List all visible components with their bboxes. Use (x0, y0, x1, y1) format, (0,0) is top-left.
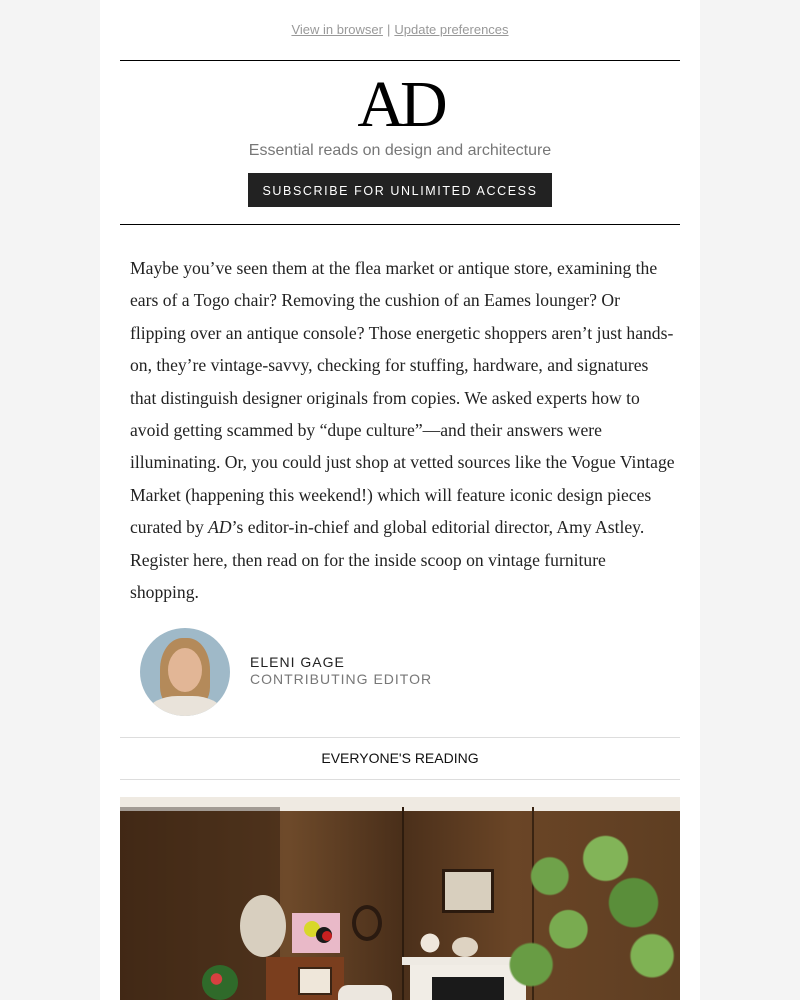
header-divider-top (120, 60, 680, 61)
plant-icon (494, 823, 680, 1000)
view-in-browser-link[interactable]: View in browser (291, 22, 383, 37)
article-intro-italic: AD (208, 517, 232, 538)
framed-print-icon (442, 869, 494, 913)
flowers-icon (202, 965, 238, 1000)
wreath-icon (352, 905, 382, 941)
section-title: EVERYONE'S READING (321, 750, 479, 766)
author-role: CONTRIBUTING EDITOR (250, 671, 433, 687)
chair-icon (338, 985, 392, 1000)
header-divider-bottom (120, 224, 680, 225)
link-separator: | (386, 22, 391, 37)
tagline: Essential reads on design and architecture (248, 142, 552, 159)
section-divider-top (120, 737, 680, 738)
hero-image[interactable] (120, 797, 680, 1000)
article-intro-part1: Maybe you’ve seen them at the flea market or antique store, examining the ears of a Togo chair? Removing the cushion of an Eames lounger? Or flipping over an antique console? Those energetic shoppers aren’t just hands-on, they’re vintage-savvy, checking for stuffing, hardware, and signatures that distinguish designer originals from copies. We asked experts how to avoid getting scammed by “dupe culture”—and their answers were illuminating. Or, you could just shop at vetted sources like the Vogue Vintage Market (happening this weekend!) which will feature iconic design pieces curated by (130, 258, 675, 538)
subscribe-button[interactable]: SUBSCRIBE FOR UNLIMITED ACCESS (248, 173, 552, 207)
top-links (100, 22, 700, 37)
article-intro (130, 252, 675, 608)
article-intro-part2: ’s editor-in-chief and global editorial director, Amy Astley. Register here, then read on for the inside scoop on vintage furniture shopping. (130, 517, 645, 603)
author-avatar (140, 628, 230, 716)
update-preferences-link[interactable]: Update preferences (394, 22, 509, 37)
picture-frame-icon (298, 967, 332, 995)
ad-logo[interactable]: AD (357, 68, 443, 141)
shell-icon (452, 937, 478, 957)
artwork-icon (292, 913, 340, 953)
sculpture-icon (240, 895, 286, 957)
author-name: ELENI GAGE (250, 654, 345, 670)
coral-icon (418, 929, 442, 957)
email-container (100, 0, 700, 1000)
section-divider-bottom (120, 779, 680, 780)
